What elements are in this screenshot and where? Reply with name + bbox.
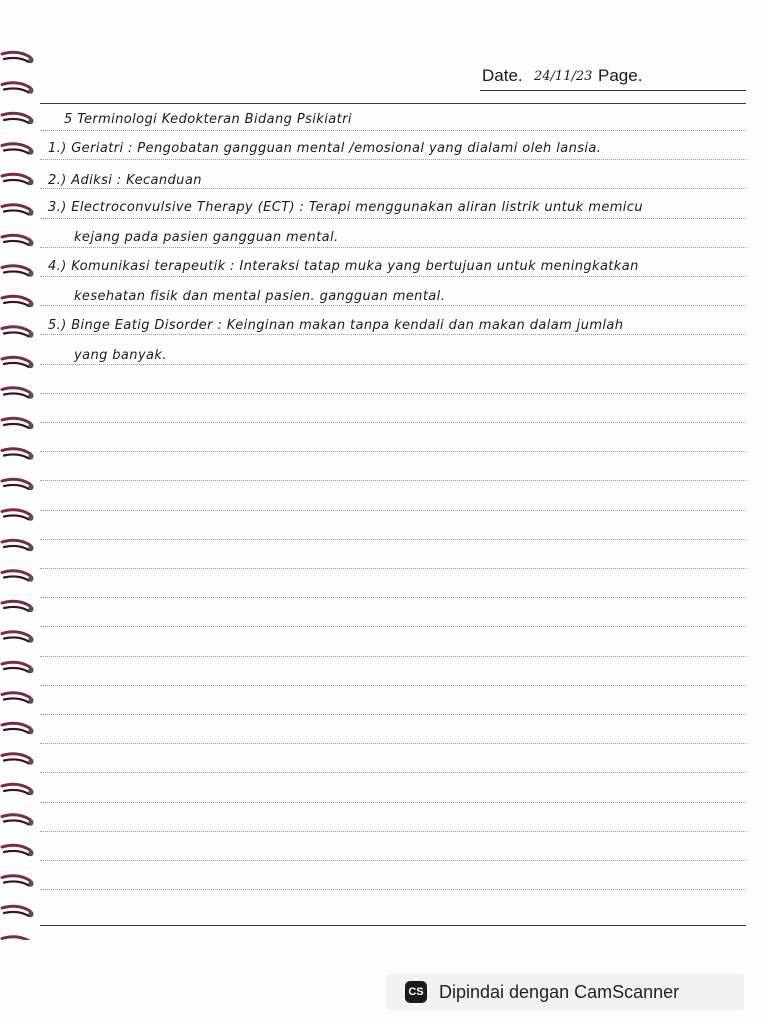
note-line-3: 3.) Electroconvulsive Therapy (ECT) : Terapi menggunakan aliran listrik untuk memicu <box>48 200 643 215</box>
date-value: 24/11/23 <box>534 69 593 84</box>
ruled-line <box>40 568 746 569</box>
spiral-ring <box>2 693 34 704</box>
spiral-ring <box>2 479 34 490</box>
ruled-line <box>40 305 746 306</box>
page-label: Page. <box>598 66 643 85</box>
note-line-1: 1.) Geriatri : Pengobatan gangguan mental /emosional yang dialami oleh lansia. <box>48 141 602 156</box>
spiral-ring <box>2 235 34 246</box>
spiral-ring <box>2 937 34 940</box>
ruled-line <box>40 889 746 890</box>
spiral-ring <box>2 388 34 399</box>
ruled-line <box>40 714 746 715</box>
ruled-line <box>40 159 746 160</box>
spiral-ring <box>2 815 34 826</box>
camscanner-text: Dipindai dengan CamScanner <box>439 981 680 1002</box>
spiral-ring <box>2 418 34 429</box>
ruled-line <box>40 276 746 277</box>
spiral-ring <box>2 876 34 887</box>
ruled-line <box>40 451 746 452</box>
notes-title: 5 Terminologi Kedokteran Bidang Psikiatri <box>64 112 352 127</box>
spiral-ring <box>2 205 34 216</box>
note-line-5-cont: yang banyak. <box>74 348 167 363</box>
ruled-line <box>40 597 746 598</box>
camscanner-watermark <box>386 974 744 1010</box>
note-line-4-cont: kesehatan fisik dan mental pasien. gangguan mental. <box>74 289 446 304</box>
note-line-5: 5.) Binge Eatig Disorder : Keinginan makan tanpa kendali dan makan dalam jumlah <box>48 318 624 333</box>
spiral-binding <box>0 40 40 940</box>
spiral-ring <box>2 906 34 917</box>
ruled-line <box>40 364 746 365</box>
note-line-2: 2.) Adiksi : Kecanduan <box>48 173 202 188</box>
spiral-ring <box>2 571 34 582</box>
ruled-line <box>40 130 746 131</box>
ruled-line <box>40 422 746 423</box>
spiral-ring <box>2 327 34 338</box>
date-label: Date. <box>482 66 523 85</box>
spiral-ring <box>2 662 34 673</box>
note-line-3-cont: kejang pada pasien gangguan mental. <box>74 230 339 245</box>
spiral-ring <box>2 144 34 155</box>
spiral-ring <box>2 449 34 460</box>
spiral-ring <box>2 784 34 795</box>
spiral-ring <box>2 357 34 368</box>
ruled-line <box>40 247 746 248</box>
ruled-line <box>40 831 746 832</box>
spiral-ring <box>2 266 34 277</box>
spiral-ring <box>2 540 34 551</box>
ruled-line <box>40 393 746 394</box>
spiral-ring <box>2 52 34 63</box>
ruled-line <box>40 743 746 744</box>
ruled-line <box>40 772 746 773</box>
spiral-ring <box>2 723 34 734</box>
spiral-ring <box>2 296 34 307</box>
ruled-line <box>40 685 746 686</box>
ruled-line <box>40 626 746 627</box>
camscanner-logo-icon: CS <box>405 981 427 1003</box>
spiral-ring <box>2 83 34 94</box>
ruled-line <box>40 860 746 861</box>
spiral-ring <box>2 113 34 124</box>
ruled-line <box>40 802 746 803</box>
ruled-line <box>40 510 746 511</box>
note-line-4: 4.) Komunikasi terapeutik : Interaksi tatap muka yang bertujuan untuk meningkatkan <box>48 259 639 274</box>
spiral-ring <box>2 174 34 185</box>
ruled-line <box>40 188 746 189</box>
spiral-ring <box>2 632 34 643</box>
ruled-line <box>40 218 746 219</box>
spiral-ring <box>2 754 34 765</box>
ruled-line <box>40 480 746 481</box>
ruled-line <box>40 334 746 335</box>
spiral-ring <box>2 510 34 521</box>
spiral-ring <box>2 845 34 856</box>
bottom-rule <box>40 925 746 926</box>
spiral-ring <box>2 601 34 612</box>
ruled-line <box>40 539 746 540</box>
ruled-line <box>40 656 746 657</box>
